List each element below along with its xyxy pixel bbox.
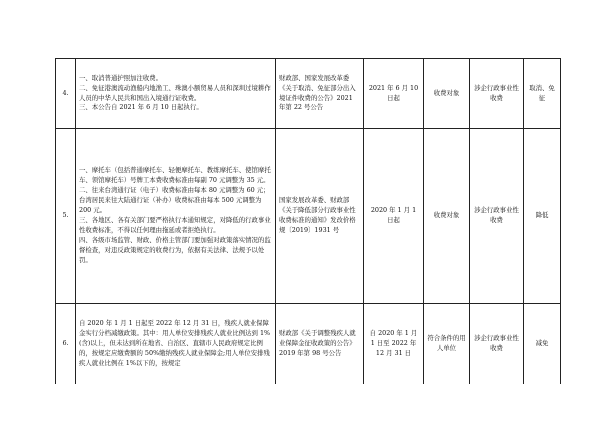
policy-basis: 国家发展改革委、财政部《关于降低部分行政事业性收费标准的通知》发改价格规〔2019〕1931 号 (276, 129, 364, 304)
row-number: 6. (56, 304, 76, 384)
adjust-method: 减免 (524, 304, 561, 384)
effective-date: 自 2020 年 1 月 1 日至 2022 年 12 月 31 日 (364, 304, 424, 384)
effective-date: 2020 年 1 月 1 日起 (364, 129, 424, 304)
table-row (56, 304, 561, 384)
adjust-method: 取消、免征 (524, 59, 561, 129)
content-line: 二、免征港澳流动渔船内地渔工、珠澳小额贸易人员和深圳过境耕作人员的中华人民共和国出入境通行证收费。 (79, 83, 271, 102)
fee-type: 涉企行政事业性收费 (470, 59, 524, 129)
content-line: 二、往来台湾通行证（电子）收费标准由每本 80 元调整为 60 元；台湾居民来往大陆通行证（补办）收费标准由每本 500 元调整为 200 元。 (79, 186, 270, 215)
table-row (56, 129, 561, 304)
adjust-method: 降低 (524, 129, 561, 304)
policy-content (76, 304, 276, 384)
content-line: 一、取消普通护照加注收费。 (79, 73, 163, 82)
applicable-object: 符合条件的用人单位 (424, 304, 470, 384)
policy-basis: 财政部、国家发展改革委《关于取消、免征部分出入境证件收费的公告》2021 年第 22 号公告 (276, 59, 364, 129)
content-line: 自 2020 年 1 月 1 日起至 2022 年 12 月 31 日，残疾人就业保障金实行分档减缴政策。其中：用人单位安排残疾人就业比例达到 1%(含)以上，但未达到所在地省、自治区、直辖市人民政府规定比例的，按规定应缴费额的 50%缴纳残疾人就业保障金;用人单位安排残疾人就业比例在 1%以下的，按规定 (79, 318, 271, 367)
content-line: 三、各地区、各有关部门要严格执行本通知规定，对降低的行政事业性收费标准，不得以任何理由拖延或者拒绝执行。 (79, 216, 271, 234)
fee-type: 涉企行政事业性收费 (470, 304, 524, 384)
applicable-object: 收费对象 (424, 59, 470, 129)
policy-content (76, 129, 276, 304)
content-line: 四、各级市场监管、财政、价格主管部门要加强对政策落实情况的监督检查，对违反政策规定的收费行为，依据有关法律、法规予以处罚。 (79, 235, 271, 264)
content-line: 一、摩托车（包括普通摩托车、轻便摩托车、教练摩托车、使馆摩托车、领馆摩托车）号牌工本费收费标准由每副 70 元调整为 35 元。 (79, 166, 271, 185)
applicable-object: 收费对象 (424, 129, 470, 304)
row-number: 4. (56, 59, 76, 129)
fee-policy-table (55, 58, 561, 384)
policy-content (76, 59, 276, 129)
policy-basis: 财政部《关于调整残疾人就业保障金征收政策的公告》2019 年第 98 号公告 (276, 304, 364, 384)
fee-type: 涉企行政事业性收费 (470, 129, 524, 304)
effective-date: 2021 年 6 月 10 日起 (364, 59, 424, 129)
table-row (56, 59, 561, 129)
row-number: 5. (56, 129, 76, 304)
content-line: 三、本公告自 2021 年 6 月 10 日起执行。 (79, 103, 203, 112)
